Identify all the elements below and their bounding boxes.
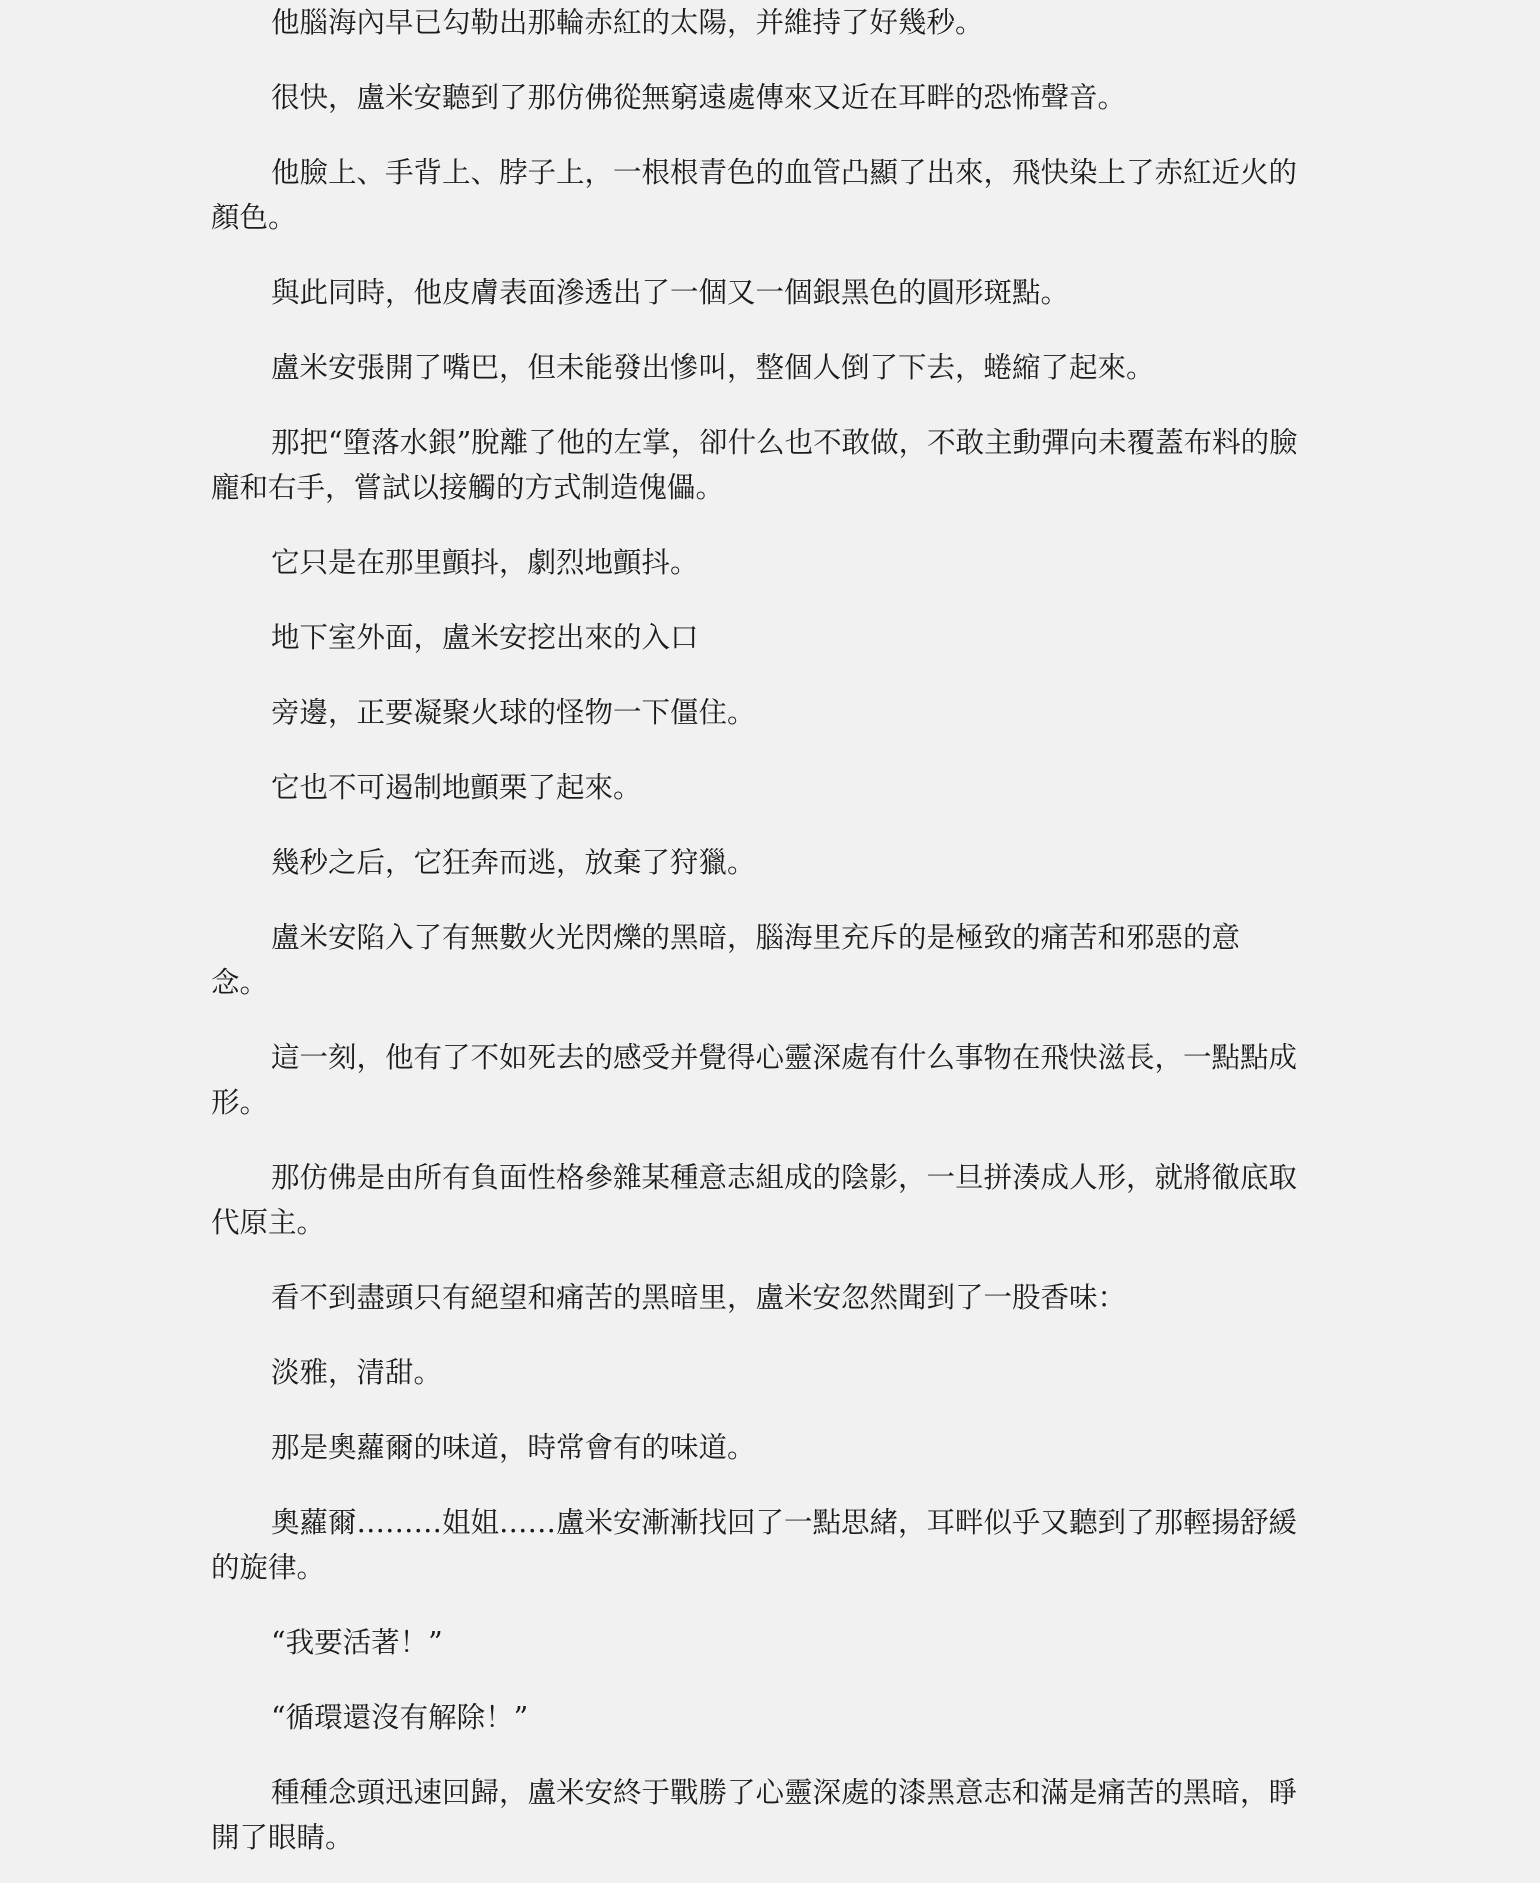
paragraph: 看不到盡頭只有絕望和痛苦的黑暗里，盧米安忽然聞到了一股香味： (271, 1281, 1127, 1314)
paragraph: “循環還沒有解除！” (271, 1701, 529, 1734)
paragraph: 他腦海內早已勾勒出那輪赤紅的太陽，并維持了好幾秒。 (271, 6, 984, 39)
paragraph: 盧米安張開了嘴巴，但未能發出慘叫，整個人倒了下去，蜷縮了起來。 (271, 351, 1155, 384)
paragraph: 旁邊，正要凝聚火球的怪物一下僵住。 (271, 696, 756, 729)
paragraph: 他臉上、手背上、脖子上，一根根青色的血管凸顯了出來，飛快染上了赤紅近火的顏色。 (211, 156, 1298, 234)
paragraph: 盧米安陷入了有無數火光閃爍的黑暗，腦海里充斥的是極致的痛苦和邪惡的意念。 (211, 921, 1241, 999)
paragraph: 很快，盧米安聽到了那仿佛從無窮遠處傳來又近在耳畔的恐怖聲音。 (271, 81, 1127, 114)
paragraph: 那仿佛是由所有負面性格參雜某種意志組成的陰影，一旦拼湊成人形，就將徹底取代原主。 (211, 1161, 1298, 1239)
paragraph: 淡雅，清甜。 (271, 1356, 443, 1389)
paragraph: 這一刻，他有了不如死去的感受并覺得心靈深處有什么事物在飛快滋長，一點點成形。 (211, 1041, 1298, 1119)
paragraph: 那把“墮落水銀”脫離了他的左掌，卻什么也不敢做，不敢主動彈向未覆蓋布料的臉龐和右手，嘗試以接觸的方式制造傀儡。 (211, 426, 1298, 504)
paragraph: 奧蘿爾………姐姐……盧米安漸漸找回了一點思緒，耳畔似乎又聽到了那輕揚舒緩的旋律。 (211, 1506, 1298, 1584)
paragraph: 地下室外面，盧米安挖出來的入口 (271, 621, 699, 654)
paragraph: “我要活著！” (271, 1626, 443, 1659)
paragraph: 它也不可遏制地顫栗了起來。 (271, 771, 642, 804)
paragraph: 那是奧蘿爾的味道，時常會有的味道。 (271, 1431, 756, 1464)
paragraph: 它只是在那里顫抖，劇烈地顫抖。 (271, 546, 699, 579)
paragraph: 幾秒之后，它狂奔而逃，放棄了狩獵。 (271, 846, 756, 879)
paragraph: 種種念頭迅速回歸，盧米安終于戰勝了心靈深處的漆黑意志和滿是痛苦的黑暗，睜開了眼睛。 (211, 1776, 1298, 1854)
paragraph: 與此同時，他皮膚表面滲透出了一個又一個銀黑色的圓形斑點。 (271, 276, 1070, 309)
